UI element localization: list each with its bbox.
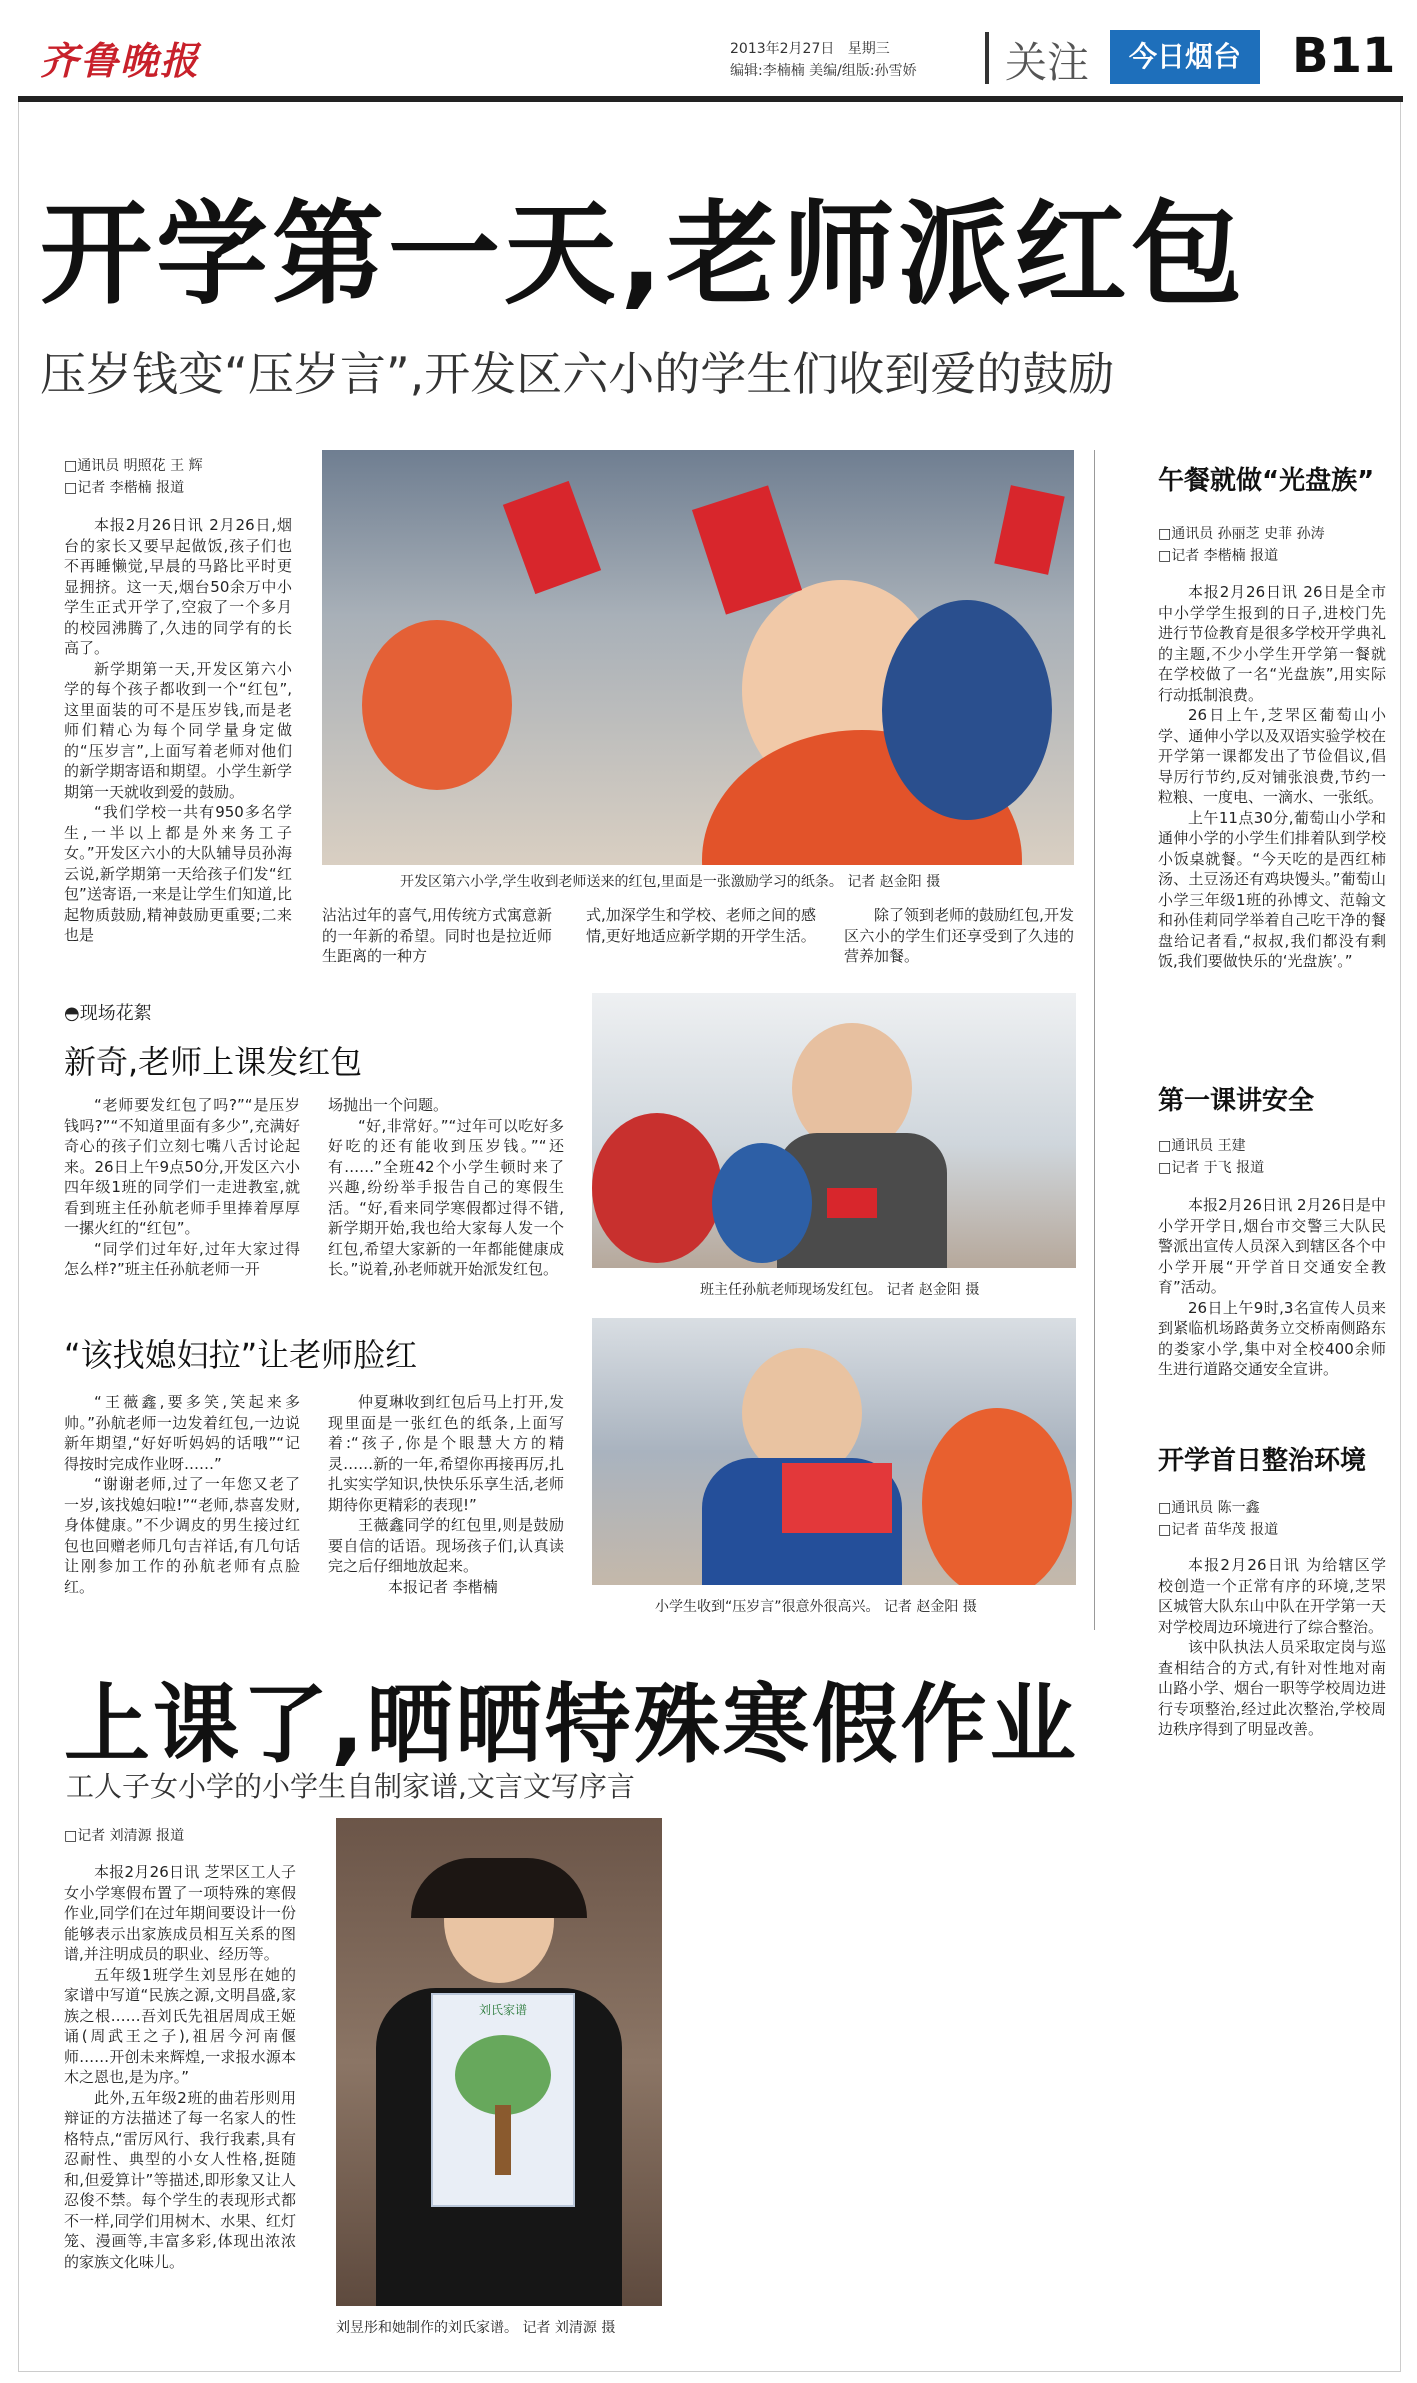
paragraph: 26日上午9时,3名宣传人员来到紧临机场路黄务立交桥南侧路东的娄家小学,集中对全校400余师生进行道路交通安全宣讲。: [1158, 1298, 1386, 1378]
lead-byline: [64, 455, 304, 499]
second-headline: 上课了,晒晒特殊寒假作业: [64, 1675, 1079, 1775]
scene-headline-2: “该找媳妇拉”让老师脸红: [64, 1336, 418, 1374]
scene-col2: [328, 1095, 564, 1280]
byline-line: □记者 苗华茂 报道: [1158, 1522, 1279, 1538]
sidebar-article-3-byline: [1158, 1497, 1393, 1541]
paragraph: 此外,五年级2班的曲若彤则用辩证的方法描述了每一名家人的性格特点,“雷厉风行、我行我素,具有忍耐性、典型的小女人性格,挺随和,但爱算计”等描述,即形象又让人忍俊不禁。每个学生的表现形式都不一样,同学们用树木、水果、红灯笼、漫画等,丰富多彩,体现出浓浓的家族文化味儿。: [64, 2088, 296, 2271]
scene-photo-teacher: [592, 993, 1076, 1268]
paragraph: “同学们过年好,过年大家过得怎么样?”班主任孙航老师一开: [64, 1239, 300, 1278]
sidebar-article-2-body: [1158, 1195, 1386, 1380]
newspaper-logo: 齐鲁晚报: [40, 38, 201, 83]
lead-headline: 开学第一天,老师派红包: [40, 190, 1247, 320]
paragraph: 本报2月26日讯 芝罘区工人子女小学寒假布置了一项特殊的寒假作业,同学们在过年期间要设计一份能够表示出家族成员相互关系的图谱,并注明成员的职业、经历等。: [64, 1863, 296, 1963]
red-envelope: [692, 485, 802, 614]
second-byline: □记者 刘清源 报道: [64, 1828, 185, 1844]
byline-line: □通讯员 陈一鑫: [1158, 1500, 1260, 1516]
second-body: [64, 1862, 296, 2272]
lead-body-col3: [586, 905, 816, 946]
byline-line: □通讯员 明照花 王 辉: [64, 458, 203, 474]
paragraph: 本报2月26日讯 2月26日是中小学开学日,烟台市交警三大队民警派出宣传人员深入到辖区各个中小学开展“开学首日交通安全教育”活动。: [1158, 1196, 1386, 1296]
photo-figure-hair: [411, 1858, 587, 1918]
tree-trunk: [495, 2105, 511, 2175]
lead-body-col2: [322, 905, 552, 967]
sidebar-article-1-body: [1158, 582, 1386, 972]
paragraph: “老师要发红包了吗?”“是压岁钱吗?”“不知道里面有多少”,充满好奇心的孩子们立刻七嘴八舌讨论起来。26日上午9点50分,开发区六小四年级1班的同学们一走进教室,就看到班主任孙航老师手里捧着厚厚一摞火红的“红包”。: [64, 1096, 300, 1237]
lead-photo: [322, 450, 1074, 865]
sidebar-article-3-title: 开学首日整治环境: [1158, 1446, 1367, 1476]
sidebar-article-1-title: 午餐就做“光盘族”: [1158, 466, 1375, 496]
photo-figure: [922, 1408, 1072, 1585]
paragraph: 式,加深学生和学校、老师之间的感情,更好地适应新学期的开学生活。: [586, 906, 816, 945]
red-envelope: [503, 481, 601, 594]
scene-photo-student: [592, 1318, 1076, 1585]
lead-photo-caption: 开发区第六小学,学生收到老师送来的红包,里面是一张激励学习的纸条。 记者 赵金阳 摄: [400, 874, 941, 890]
paragraph: 沾沾过年的喜气,用传统方式寓意新的一年新的希望。同时也是拉近师生距离的一种方: [322, 906, 552, 965]
section-title: 关注: [1005, 38, 1090, 87]
photo-figure: [882, 600, 1052, 820]
byline-line: □记者 李楷楠 报道: [64, 480, 185, 496]
masthead-divider: [985, 32, 989, 84]
scene-col4: [328, 1392, 564, 1597]
section-badge: 今日烟台: [1110, 30, 1260, 84]
paragraph: 26日上午,芝罘区葡萄山小学、通伸小学以及双语实验学校在开学第一课都发出了节俭倡议,倡导厉行节约,反对铺张浪费,节约一粒粮、一度电、一滴水、一张纸。: [1158, 706, 1386, 806]
red-note: [782, 1463, 892, 1533]
paragraph: 本报2月26日讯 26日是全市中小学学生报到的日子,进校门先进行节俭教育是很多学校开学典礼的主题,不少小学生开学第一餐就在学校做了一名“光盘族”,用实际行动抵制浪费。: [1158, 583, 1386, 704]
paragraph: 场抛出一个问题。: [328, 1096, 449, 1114]
sidebar-divider: [1094, 450, 1095, 1630]
scene-col1: [64, 1095, 300, 1280]
tree-canopy: [455, 2035, 551, 2115]
paragraph: 除了领到老师的鼓励红包,开发区六小的学生们还享受到了久违的营养加餐。: [844, 906, 1074, 965]
photo-figure: [592, 1113, 722, 1263]
paragraph: “谢谢老师,过了一年您又老了一岁,该找媳妇啦!”“老师,恭喜发财,身体健康。”不少调皮的男生接过红包也回赠老师几句吉祥话,有几句话让刚参加工作的孙航老师有点脸红。: [64, 1475, 300, 1596]
sidebar-article-3-body: [1158, 1555, 1386, 1740]
paragraph: 本报2月26日讯 为给辖区学校创造一个正常有序的环境,芝罘区城管大队东山中队在开学第一天对学校周边环境进行了综合整治。: [1158, 1556, 1386, 1636]
issue-weekday: 星期三: [847, 41, 890, 57]
sidebar-article-2-byline: [1158, 1135, 1393, 1179]
scene-photo-student-caption: 小学生收到“压岁言”很意外很高兴。 记者 赵金阳 摄: [655, 1599, 977, 1615]
page-number: B11: [1292, 28, 1396, 84]
paragraph-credit: 本报记者 李楷楠: [388, 1577, 498, 1596]
sidebar-article-2-title: 第一课讲安全: [1158, 1086, 1315, 1116]
scene-label-text: 现场花絮: [79, 1003, 152, 1024]
byline-line: □记者 李楷楠 报道: [1158, 548, 1279, 564]
lead-body-col4: [844, 905, 1074, 967]
paragraph: “好,非常好。”“过年可以吃好多好吃的还有能收到压岁钱。”“还有……”全班42个小学生顿时来了兴趣,纷纷举手报告自己的寒假生活。“好,看来同学寒假都过得不错,新学期开始,我也给大家每人发一个红包,希望大家新的一年都能健康成长。”说着,孙老师就开始派发红包。: [328, 1116, 564, 1278]
byline-line: □记者 于飞 报道: [1158, 1160, 1265, 1176]
family-tree-poster: [431, 1993, 575, 2207]
byline-line: □通讯员 王建: [1158, 1138, 1246, 1154]
paragraph: 王薇鑫同学的红包里,则是鼓励要自信的话语。现场孩子们,认真读完之后仔细地放起来。: [328, 1516, 564, 1575]
paragraph: 该中队执法人员采取定岗与巡查相结合的方式,有针对性地对南山路小学、烟台一职等学校周边进行专项整治,经过此次整治,学校周边秩序得到了明显改善。: [1158, 1638, 1386, 1738]
scene-col3: [64, 1392, 300, 1597]
lead-subheadline: 压岁钱变“压岁言”,开发区六小的学生们收到爱的鼓励: [40, 347, 1115, 401]
editors-line: 编辑:李楠楠 美编/组版:孙雪娇: [730, 63, 917, 79]
paragraph: 上午11点30分,葡萄山小学和通伸小学的小学生们排着队到学校小饭桌就餐。“今天吃的是西红柿汤、土豆汤还有鸡块馒头。”葡萄山小学三年级1班的孙博文、范翰文和孙佳莉同学举着自己吃干净的餐盘给记者看,“叔叔,我们都没有剩饭,我们要做快乐的‘光盘族’。”: [1158, 808, 1386, 970]
second-subheadline: 工人子女小学的小学生自制家谱,文言文写序言: [66, 1770, 635, 1803]
photo-figure: [362, 620, 512, 790]
scene-photo-teacher-caption: 班主任孙航老师现场发红包。 记者 赵金阳 摄: [700, 1282, 980, 1298]
issue-meta: [730, 38, 917, 82]
scene-headline-1: 新奇,老师上课发红包: [64, 1043, 363, 1081]
paragraph: 仲夏琳收到红包后马上打开,发现里面是一张红色的纸条,上面写着:“孩子,你是个眼慧大方的精灵……新的一年,希望你再接再厉,扎扎实实学知识,快快乐乐享生活,老师期待你更精彩的表现!”: [328, 1393, 564, 1514]
paragraph: 本报2月26日讯 2月26日,烟台的家长又要早起做饭,孩子们也不再睡懒觉,早晨的马路比平时更显拥挤。这一天,烟台50余万中小学生正式开学了,空寂了一个多月的校园沸腾了,久违的同学有的长高了。: [64, 516, 292, 657]
paragraph: “王薇鑫,要多笑,笑起来多帅。”孙航老师一边发着红包,一边说新年期望,“好好听妈妈的话哦”“记得按时完成作业呀……”: [64, 1393, 300, 1473]
photo-figure: [712, 1143, 812, 1263]
sidebar-article-1-byline: [1158, 523, 1393, 567]
paragraph: 新学期第一天,开发区第六小学的每个孩子都收到一个“红包”,这里面装的可不是压岁钱,而是老师们精心为每个同学量身定做的“压岁言”,上面写着老师对他们的新学期寄语和期望。小学生新学期第一天就收到爱的鼓励。: [64, 659, 292, 801]
byline-line: □通讯员 孙丽芝 史菲 孙涛: [1158, 526, 1325, 542]
red-envelope: [994, 485, 1064, 575]
paragraph: 五年级1班学生刘昱彤在她的家谱中写道“民族之源,文明昌盛,家族之根……吾刘氏先祖居周成王姬诵(周武王之子),祖居今河南偃师……开创未来辉煌,一求报水源本木之恩也,是为序。”: [64, 1965, 296, 2086]
second-photo: [336, 1818, 662, 2306]
issue-date: 2013年2月27日: [730, 41, 835, 57]
red-envelope: [827, 1188, 877, 1218]
second-photo-caption: 刘昱彤和她制作的刘氏家谱。 记者 刘清源 摄: [336, 2320, 616, 2336]
paragraph: “我们学校一共有950多名学生,一半以上都是外来务工子女。”开发区六小的大队辅导员孙海云说,新学期第一天给孩子们发“红包”送寄语,一来是让学生们知道,比起物质鼓励,精神鼓励更重要;二来也是: [64, 803, 292, 944]
poster-title: 刘氏家谱: [478, 2003, 527, 2017]
lead-body-col1: [64, 515, 292, 946]
scene-label: ◓现场花絮: [64, 1003, 152, 1024]
